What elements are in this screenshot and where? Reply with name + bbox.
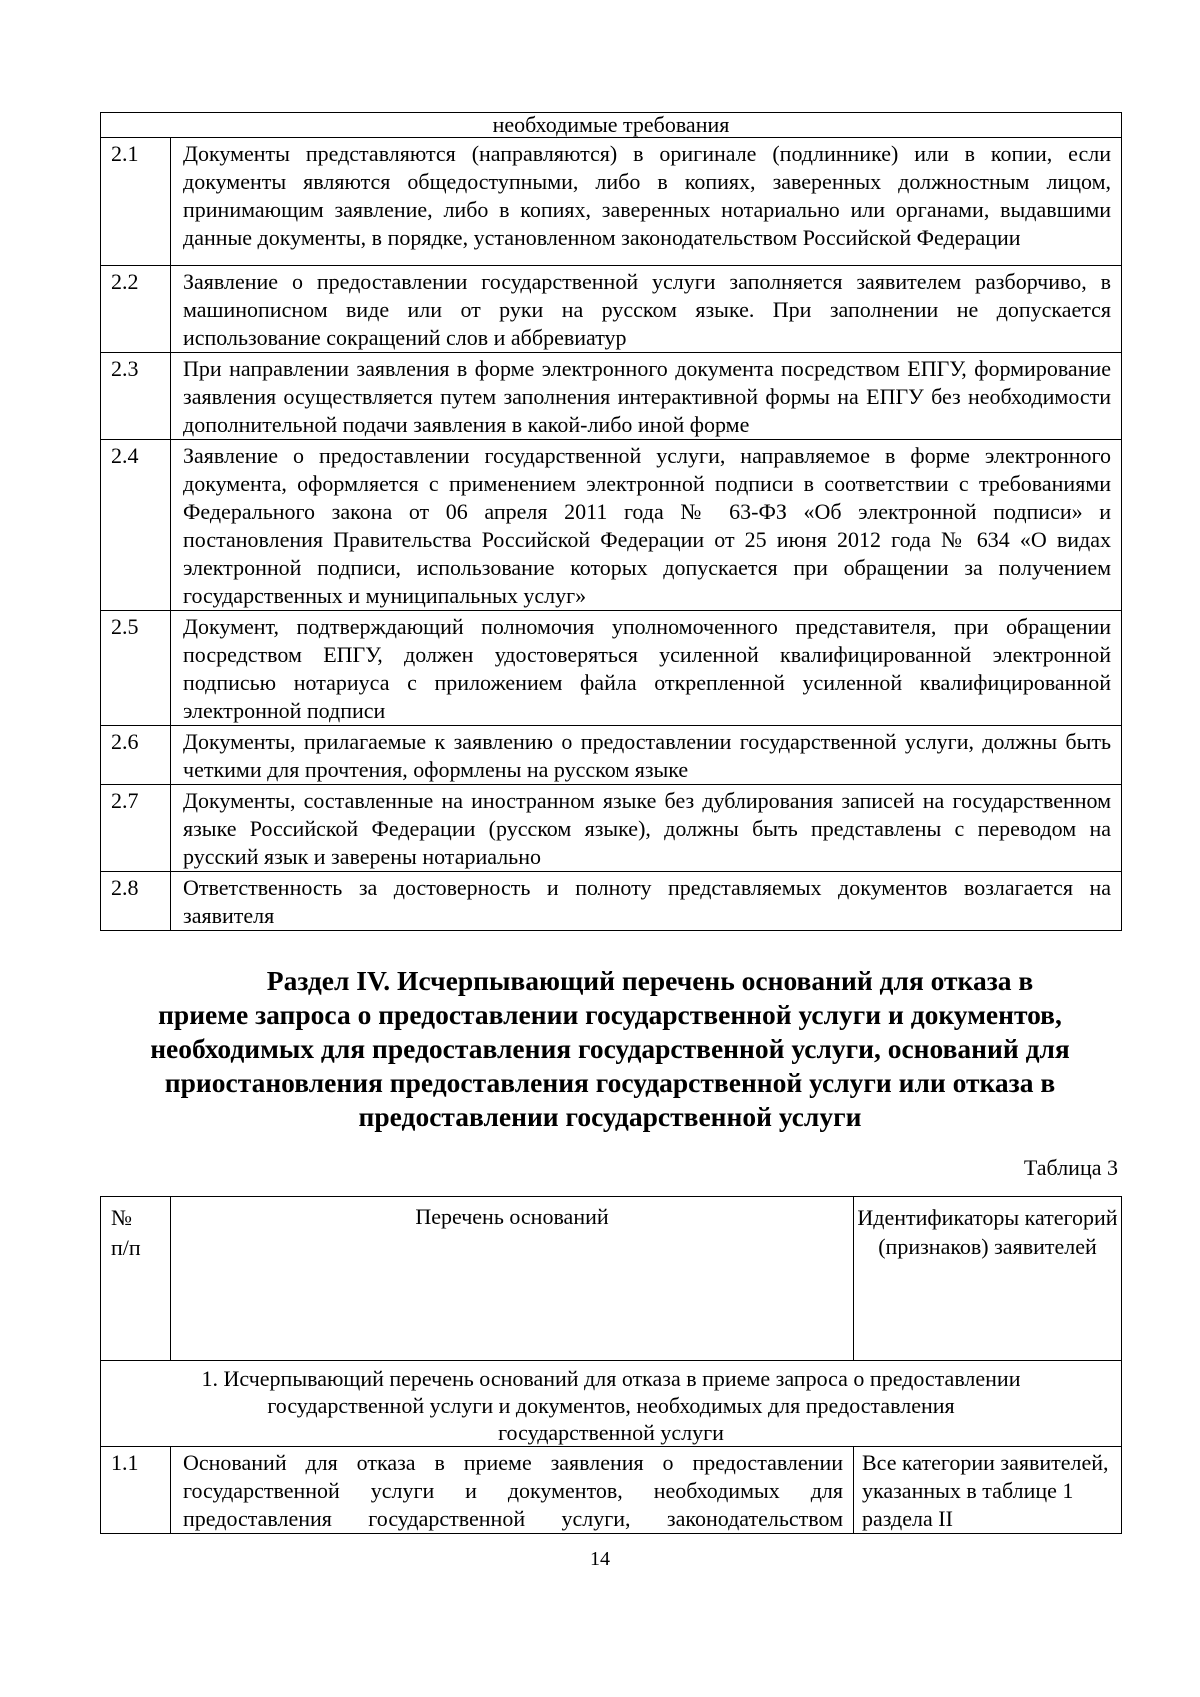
row-number: 2.5 (101, 611, 171, 726)
page-number: 14 (590, 1548, 610, 1570)
section-row (101, 1361, 1122, 1447)
row-text: При направлении заявления в форме электронного документа посредством ЕПГУ, формирование заявления осуществляется путем заполнения интерактивной формы на ЕПГУ без необходимости дополнительной подачи заявления в какой-либо иной форме (171, 353, 1122, 440)
requirements-table (100, 112, 1122, 931)
row-text: Документы, прилагаемые к заявлению о предоставлении государственной услуги, должны быть четкими для прочтения, оформлены на русском языке (171, 726, 1122, 785)
row-text: Документы представляются (направляются) в оригинале (подлиннике) или в копии, если документы являются общедоступными, либо в копиях, заверенных должностным лицом, принимающим заявление, либо в копиях, заверенных нотариально или органами, выдавшими данные документы, в порядке, установленном законодательством Российской Федерации (171, 138, 1122, 266)
section-heading-line: приеме запроса о предоставлении государственной услуги и документов, (158, 999, 1062, 1030)
column-header-number (101, 1197, 171, 1361)
row-number: 2.7 (101, 785, 171, 872)
section-heading-line: предоставлении государственной услуги (358, 1101, 862, 1132)
table-row (101, 872, 1122, 931)
table-row (101, 353, 1122, 440)
row-text: Документы, составленные на иностранном языке без дублирования записей на государственном языке Российской Федерации (русском языке), должны быть представлены с переводом на русский язык и заверены нотариально (171, 785, 1122, 872)
row-text: Документ, подтверждающий полномочия уполномоченного представителя, при обращении посредством ЕПГУ, должен удостоверяться усиленной квалифицированной электронной подписью нотариуса с приложением файла открепленной усиленной квалифицированной электронной подписи (171, 611, 1122, 726)
row-number: 2.3 (101, 353, 171, 440)
section-row-title (101, 1361, 1122, 1447)
row-number: 1.1 (101, 1447, 171, 1534)
row-number: 2.4 (101, 440, 171, 611)
row-number: 2.8 (101, 872, 171, 931)
table-row (101, 266, 1122, 353)
row-text: Ответственность за достоверность и полноту представляемых документов возлагается на заявителя (171, 872, 1122, 931)
table-row (101, 611, 1122, 726)
refusal-grounds-table (100, 1196, 1122, 1534)
section-heading-line: Раздел IV. Исчерпывающий перечень оснований для отказа в (266, 965, 1034, 996)
table-header-continuation: необходимые требования (101, 113, 1122, 138)
row-text: Оснований для отказа в приеме заявления о предоставлении государственной услуги и документов, необходимых для предоставления государственной услуги, законодательством (171, 1447, 854, 1534)
row-number: 2.2 (101, 266, 171, 353)
column-header-number-line: п/п (111, 1235, 141, 1260)
section-row-line: государственной услуги и документов, необходимых для предоставления (267, 1393, 955, 1418)
column-header-categories: Идентификаторы категорий (признаков) заявителей (854, 1197, 1122, 1361)
table-label: Таблица 3 (1023, 1155, 1118, 1180)
table-row (101, 440, 1122, 611)
table-row (101, 138, 1122, 266)
row-text: Заявление о предоставлении государственной услуги заполняется заявителем разборчиво, в машинописном виде или от руки на русском языке. При заполнении не допускается использование сокращений слов и аббревиатур (171, 266, 1122, 353)
row-number: 2.6 (101, 726, 171, 785)
section-heading-line: необходимых для предоставления государственной услуги, оснований для (150, 1033, 1070, 1064)
section-heading (90, 964, 1130, 1134)
column-header-reasons: Перечень оснований (171, 1197, 854, 1361)
section-row-line: государственной услуги (498, 1420, 724, 1445)
row-number: 2.1 (101, 138, 171, 266)
table-header-row (101, 1197, 1122, 1361)
table-row (101, 1447, 1122, 1534)
row-categories: Все категории заявителей, указанных в таблице 1 раздела II (854, 1447, 1122, 1534)
row-text: Заявление о предоставлении государственной услуги, направляемое в форме электронного документа, оформляется с применением электронной подписи в соответствии с требованиями Федерального закона от 06 апреля 2011 года № 63-ФЗ «Об электронной подписи» и постановления Правительства Российской Федерации от 25 июня 2012 года № 634 «О видах электронной подписи, использование которых допускается при обращении за получением государственных и муниципальных услуг» (171, 440, 1122, 611)
section-row-line: 1. Исчерпывающий перечень оснований для отказа в приеме запроса о предоставлении (201, 1366, 1021, 1391)
table-header-continuation-row (101, 113, 1122, 138)
table-row (101, 785, 1122, 872)
section-heading-line: приостановления предоставления государственной услуги или отказа в (164, 1067, 1056, 1098)
column-header-number-line: № (111, 1205, 132, 1230)
table-row (101, 726, 1122, 785)
